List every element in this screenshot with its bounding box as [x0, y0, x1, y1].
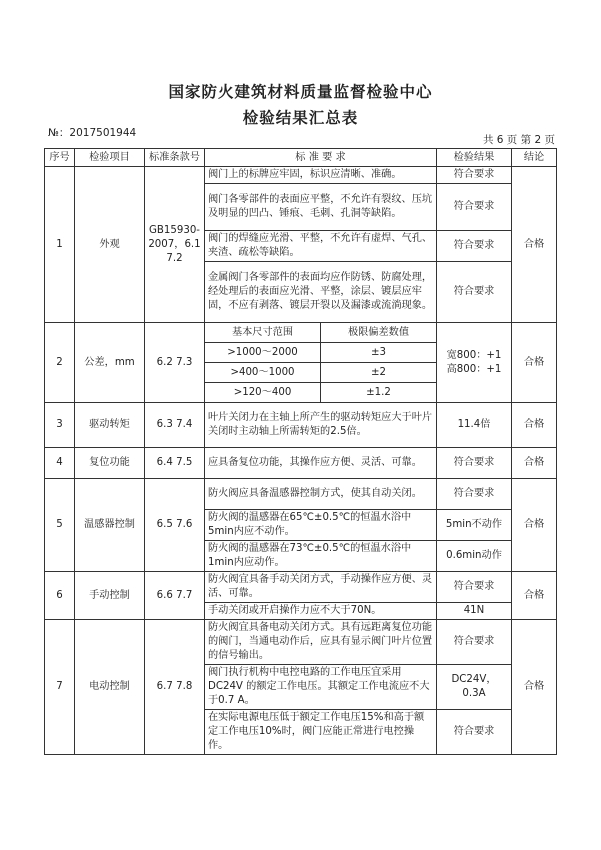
- col-header-conclusion: 结论: [512, 149, 557, 167]
- col-header-no: 序号: [45, 149, 75, 167]
- conclusion-cell: 合格: [512, 448, 557, 479]
- result-cell: 11.4倍: [437, 403, 512, 448]
- document-title: 国家防火建筑材料质量监督检验中心: [168, 83, 433, 101]
- subtable-range: >120～400: [205, 383, 321, 403]
- row-item: 温感器控制: [75, 479, 145, 572]
- table-row: [45, 572, 557, 603]
- conclusion-cell: 合格: [512, 479, 557, 572]
- table-row: [45, 448, 557, 479]
- requirement-cell: 防火阀宜具备电动关闭方式。具有远距离复位功能的阀门，当通电动作后，应具有显示阀门叶片位置的信号输出。: [205, 620, 437, 665]
- requirement-cell: 防火阀的温感器在73℃±0.5℃的恒温水浴中1min内应动作。: [205, 541, 437, 572]
- result-cell: 符合要求: [437, 448, 512, 479]
- requirement-cell: 阀门各零部件的表面应平整，不允许有裂纹、压坑及明显的凹凸、锤痕、毛刺、孔洞等缺陷。: [205, 184, 437, 231]
- conclusion-cell: 合格: [512, 403, 557, 448]
- col-header-result: 检验结果: [437, 149, 512, 167]
- subtable-header-range: 基本尺寸范围: [205, 323, 321, 343]
- tolerance-subtable-cell: [205, 323, 437, 403]
- row-number: 6: [45, 572, 75, 620]
- result-cell: 5min不动作: [437, 510, 512, 541]
- requirement-cell: 叶片关闭力在主轴上所产生的驱动转矩应大于叶片关闭时主动轴上所需转矩的2.5倍。: [205, 403, 437, 448]
- subtable-deviation: ±1.2: [366, 386, 391, 398]
- row-clause: 6.5 7.6: [145, 479, 205, 572]
- requirement-cell: 手动关闭或开启操作力应不大于70N。: [205, 603, 437, 620]
- conclusion-cell: 合格: [512, 323, 557, 403]
- result-cell: 0.6min动作: [437, 541, 512, 572]
- col-header-item: 检验项目: [75, 149, 145, 167]
- result-cell: 符合要求: [437, 479, 512, 510]
- result-cell: 符合要求: [437, 184, 512, 231]
- requirement-cell: 阀门执行机构中电控电路的工作电压宜采用 DC24V 的额定工作电压。其额定工作电流应不大于0.7 A。: [205, 665, 437, 710]
- requirement-cell: 防火阀宜具备手动关闭方式，手动操作应方便、灵活、可靠。: [205, 572, 437, 603]
- subtable-deviation: ±2: [321, 363, 437, 383]
- row-clause: 6.2 7.3: [145, 323, 205, 403]
- requirement-cell: 应具备复位功能，其操作应方便、灵活、可靠。: [205, 448, 437, 479]
- subtable-header-deviation: 极限偏差数值: [321, 323, 437, 343]
- row-item: 电动控制: [75, 620, 145, 755]
- row-clause: 6.6 7.7: [145, 572, 205, 620]
- row-clause: 6.7 7.8: [145, 620, 205, 755]
- conclusion-cell: 合格: [512, 620, 557, 755]
- row-item: 公差，mm: [75, 323, 145, 403]
- col-header-requirement: 标 准 要 求: [205, 149, 437, 167]
- table-header-row: [45, 149, 557, 167]
- col-header-clause: 标准条款号: [145, 149, 205, 167]
- results-table: [44, 148, 557, 755]
- result-cell: 符合要求: [437, 231, 512, 262]
- row-number: 7: [45, 620, 75, 755]
- row-item: 驱动转矩: [75, 403, 145, 448]
- requirement-cell: 防火阀的温感器在65℃±0.5℃的恒温水浴中5min内应不动作。: [205, 510, 437, 541]
- row-clause: 6.3 7.4: [145, 403, 205, 448]
- result-cell: 符合要求: [437, 710, 512, 755]
- requirement-cell: 阀门的焊缝应光滑、平整，不允许有虚焊、气孔、夹渣、疏松等缺陷。: [205, 231, 437, 262]
- table-row: [45, 323, 557, 403]
- result-cell: 符合要求: [437, 620, 512, 665]
- row-clause: GB15930-2007，6.1 7.2: [145, 167, 205, 323]
- requirement-cell: 在实际电源电压低于额定工作电压15%和高于额定工作电压10%时，阀门应能正常进行电控操作。: [205, 710, 437, 755]
- requirement-cell: 阀门上的标牌应牢固，标识应清晰、准确。: [205, 167, 437, 184]
- row-number: 1: [45, 167, 75, 323]
- tolerance-subtable: [205, 323, 436, 402]
- row-number: 3: [45, 403, 75, 448]
- row-clause: 6.4 7.5: [145, 448, 205, 479]
- table-row: [45, 620, 557, 665]
- conclusion-cell: 合格: [512, 572, 557, 620]
- row-number: 5: [45, 479, 75, 572]
- subtable-deviation: ±3: [321, 343, 437, 363]
- result-cell: DC24V，0.3A: [437, 665, 512, 710]
- table-row: [45, 167, 557, 184]
- requirement-cell: 金属阀门各零部件的表面均应作防锈、防腐处理，经处理后的表面应光滑、平整，涂层、镀层应牢固，不应有剥落、镀层开裂以及漏漆或流淌现象。: [205, 262, 437, 323]
- result-cell: 41N: [437, 603, 512, 620]
- result-cell: 宽800：+1 高800：+1: [437, 323, 512, 403]
- table-row: [45, 479, 557, 510]
- row-number: 2: [45, 323, 75, 403]
- row-number: 4: [45, 448, 75, 479]
- conclusion-cell: 合格: [512, 167, 557, 323]
- document-number: №：2017501944: [48, 127, 137, 139]
- result-cell: 符合要求: [437, 572, 512, 603]
- subtable-range: >1000～2000: [205, 343, 321, 363]
- row-item: 外观: [75, 167, 145, 323]
- requirement-cell: 防火阀应具备温感器控制方式，使其自动关闭。: [205, 479, 437, 510]
- subtable-range: >400～1000: [205, 363, 321, 383]
- result-cell: 符合要求: [437, 167, 512, 184]
- page-info: 共 6 页 第 2 页: [482, 134, 555, 146]
- result-cell: 符合要求: [437, 262, 512, 323]
- row-item: 手动控制: [75, 572, 145, 620]
- table-row: [45, 403, 557, 448]
- document-subtitle: 检验结果汇总表: [242, 109, 359, 127]
- row-item: 复位功能: [75, 448, 145, 479]
